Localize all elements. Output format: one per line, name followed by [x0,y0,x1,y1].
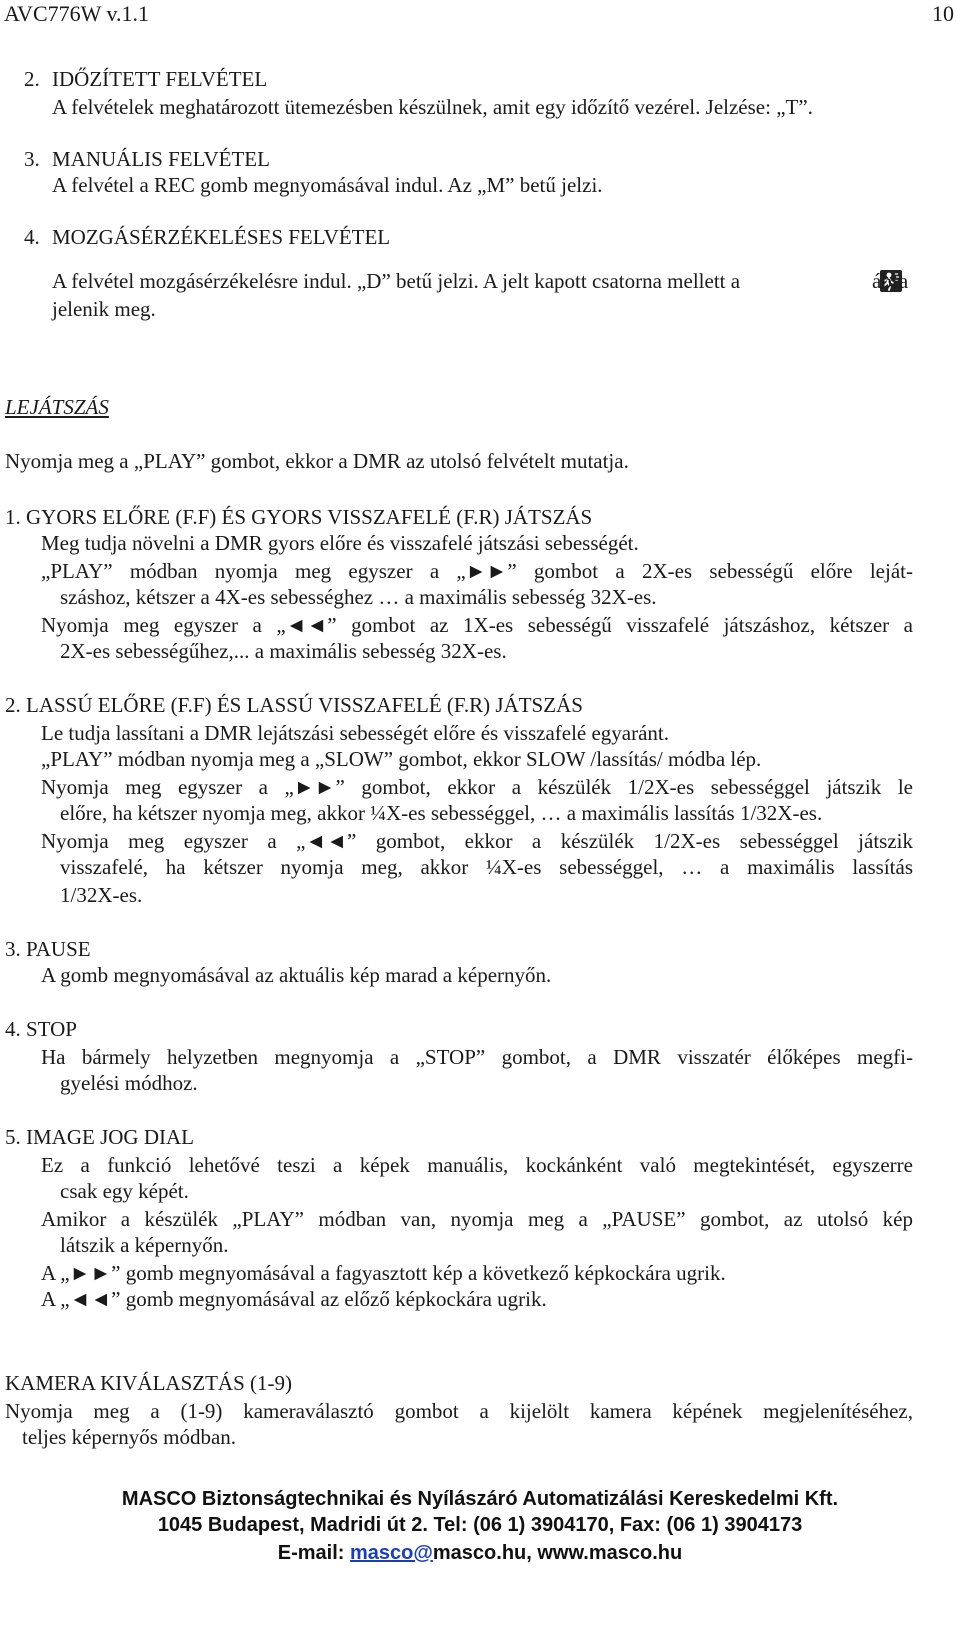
footer-company: MASCO Biztonságtechnikai és Nyílászáró Automatizálási Kereskedelmi Kft. [121,1488,839,1510]
paragraph-line: Nyomja meg egyszer a „►►” gombot, ekkor a készülék 1/2X-es sebességgel játszik le [41,775,913,799]
paragraph-line: jelenik meg. [52,297,156,321]
subsection-title: 2. LASSÚ ELŐRE (F.F) ÉS LASSÚ VISSZAFELÉ (F.R) JÁTSZÁS [5,693,583,717]
paragraph-line-end: ábra [872,269,909,293]
paragraph-line: A „►►” gomb megnyomásával a fagyasztott kép a következő képkockára ugrik. [41,1261,726,1285]
paragraph-line: 1/32X-es. [60,883,143,907]
footer-web: masco.hu, www.masco.hu [432,1542,683,1564]
paragraph-line: teljes képernyős módban. [22,1425,237,1449]
paragraph-line: visszafelé, ha kétszer nyomja meg, akkor ¼X-es sebességgel, … a maximális lassítás [60,855,913,879]
email-link[interactable]: masco@ [350,1542,433,1564]
paragraph-line: A felvétel mozgásérzékelésre indul. „D” betű jelzi. A jelt kapott csatorna mellett a [52,269,741,293]
paragraph-line: gyelési módhoz. [60,1071,198,1095]
paragraph-line: 2X-es sebességűhez,... a maximális sebesség 32X-es. [60,639,507,663]
paragraph-line: Ez a funkció lehetővé teszi a képek manuális, kockánként való megtekintését, egyszerre [41,1153,913,1177]
document-id: AVC776W v.1.1 [4,1,150,26]
footer-address: 1045 Budapest, Madridi út 2. Tel: (06 1) 3904170, Fax: (06 1) 3904173 [157,1514,803,1536]
section-heading-playback: LEJÁTSZÁS [5,395,109,419]
paragraph-line: csak egy képét. [60,1179,189,1203]
paragraph-line: előre, ha kétszer nyomja meg, akkor ¼X-es sebességgel, … a maximális lassítás 1/32X-es. [60,801,823,825]
paragraph-line: A gomb megnyomásával az aktuális kép marad a képernyőn. [41,963,552,987]
paragraph-line: „PLAY” módban nyomja meg a „SLOW” gombot, ekkor SLOW /lassítás/ módba lép. [41,747,762,771]
section-title: IDŐZÍTETT FELVÉTEL [52,67,268,91]
paragraph-line: száshoz, kétszer a 4X-es sebességhez … a maximális sebesség 32X-es. [60,585,657,609]
section-title: MANUÁLIS FELVÉTEL [52,147,270,171]
paragraph-line: Nyomja meg egyszer a „◄◄” gombot, ekkor a készülék 1/2X-es sebességgel játszik [41,829,913,853]
subsection-title: 1. GYORS ELŐRE (F.F) ÉS GYORS VISSZAFELÉ (F.R) JÁTSZÁS [5,505,593,529]
section-title-camera: KAMERA KIVÁLASZTÁS (1-9) [5,1371,292,1395]
paragraph-line: A felvétel a REC gomb megnyomásával indul. Az „M” betű jelzi. [52,173,603,197]
paragraph-line: „PLAY” módban nyomja meg egyszer a „►►” gombot a 2X-es sebességű előre leját- [41,559,913,583]
paragraph-line: A felvételek meghatározott ütemezésben készülnek, amit egy időzítő vezérel. Jelzése: „T”. [52,95,813,119]
paragraph-line: látszik a képernyőn. [60,1233,229,1257]
footer-email-label: E-mail: [277,1542,351,1564]
page-number: 10 [932,1,954,26]
list-number: 3. [24,147,40,171]
list-number: 2. [24,67,40,91]
subsection-title: 4. STOP [5,1017,77,1041]
paragraph-line: Ha bármely helyzetben megnyomja a „STOP” gombot, a DMR visszatér élőképes megfi- [41,1045,913,1069]
section-title: MOZGÁSÉRZÉKELÉSES FELVÉTEL [52,225,391,249]
footer-contact [0,1538,960,1568]
intro-text: Nyomja meg a „PLAY” gombot, ekkor a DMR az utolsó felvételt mutatja. [5,449,629,473]
subsection-title: 5. IMAGE JOG DIAL [5,1125,194,1149]
paragraph-line: Le tudja lassítani a DMR lejátszási sebességét előre és visszafelé egyaránt. [41,721,670,745]
paragraph-line: Nyomja meg a (1-9) kameraválasztó gombot a kijelölt kamera képének megjelenítéséhez, [5,1399,913,1423]
paragraph-line: A „◄◄” gomb megnyomásával az előző képkockára ugrik. [41,1287,547,1311]
paragraph-line: Meg tudja növelni a DMR gyors előre és visszafelé játszási sebességét. [41,531,639,555]
subsection-title: 3. PAUSE [5,937,91,961]
list-number: 4. [24,225,40,249]
paragraph-line: Nyomja meg egyszer a „◄◄” gombot az 1X-es sebességű visszafelé játszáshoz, kétszer a [41,613,913,637]
paragraph-line: Amikor a készülék „PLAY” módban van, nyomja meg a „PAUSE” gombot, az utolsó kép [41,1207,913,1231]
